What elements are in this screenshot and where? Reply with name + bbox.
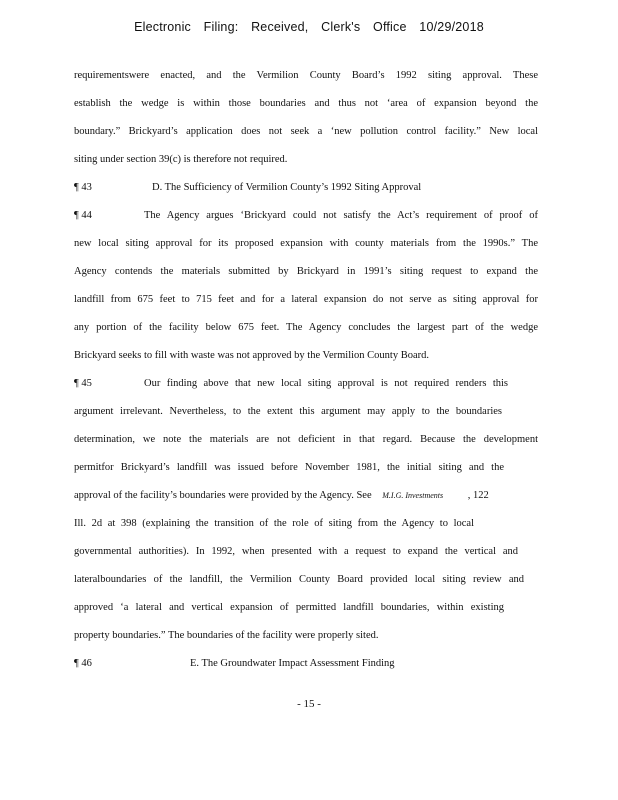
text-line: Our finding above that new local siting approval is not required renders this [144, 378, 508, 389]
page-number: - 15 - [297, 698, 321, 710]
text-line: Brickyard seeks to fill with waste was not approved by the Vermilion County Board. [74, 350, 429, 361]
text-line: boundary.” Brickyard’s application does not seek a ‘new pollution control facility.” New local [74, 126, 538, 137]
text-line: requirementswere enacted, and the Vermilion County Board’s 1992 siting approval. These [74, 70, 538, 81]
section-heading: D. The Sufficiency of Vermilion County’s 1992 Siting Approval [152, 182, 422, 193]
citation-line [74, 490, 538, 508]
text-line: Agency contends the materials submitted by Brickyard in 1991’s siting request to expand the [74, 266, 538, 277]
text-line: determination, we note the materials are not deficient in that regard. Because the development [74, 434, 538, 445]
text-line: Ill. 2d at 398 (explaining the transition of the role of siting from the Agency to local [74, 518, 474, 529]
text-line: lateralboundaries of the landfill, the Vermilion County Board provided local siting review and [74, 574, 524, 585]
case-name: M.I.G. Investments [382, 491, 444, 500]
paragraph-mark: ¶ 45 [74, 378, 92, 389]
paragraph-44 [74, 210, 538, 228]
text-line: establish the wedge is within those boundaries and thus not ‘area of expansion beyond the [74, 98, 538, 109]
paragraph-mark: ¶ 43 [74, 182, 92, 193]
text-line: The Agency argues ‘Brickyard could not satisfy the Act’s requirement of proof of [144, 210, 538, 221]
text-line: siting under section 39(c) is therefore not required. [74, 154, 288, 165]
paragraph-45 [74, 378, 538, 396]
text-line: any portion of the facility below 675 feet. The Agency concludes the largest part of the wedge [74, 322, 538, 333]
filing-header: Electronic Filing: Received, Clerk's Office 10/29/2018 [134, 20, 484, 34]
paragraph-43 [74, 182, 538, 200]
text-line: governmental authorities). In 1992, when presented with a request to expand the vertical and [74, 546, 518, 557]
paragraph-46 [74, 658, 538, 676]
section-heading: E. The Groundwater Impact Assessment Finding [190, 658, 395, 669]
text-line: landfill from 675 feet to 715 feet and for a lateral expansion do not serve as siting approval for [74, 294, 538, 305]
text-line: property boundaries.” The boundaries of the facility were properly sited. [74, 630, 379, 641]
text-line: new local siting approval for its proposed expansion with county materials from the 1990s.” The [74, 238, 538, 249]
text-line: permitfor Brickyard’s landfill was issued before November 1981, the initial siting and the [74, 462, 504, 473]
citation-text: , 122 [467, 490, 489, 501]
citation-text: approval of the facility’s boundaries were provided by the Agency. See [74, 490, 372, 501]
text-line: approved ‘a lateral and vertical expansion of permitted landfill boundaries, within existing [74, 602, 504, 613]
paragraph-mark: ¶ 44 [74, 210, 92, 221]
text-line: argument irrelevant. Nevertheless, to the extent this argument may apply to the boundaries [74, 406, 502, 417]
paragraph-mark: ¶ 46 [74, 658, 92, 669]
